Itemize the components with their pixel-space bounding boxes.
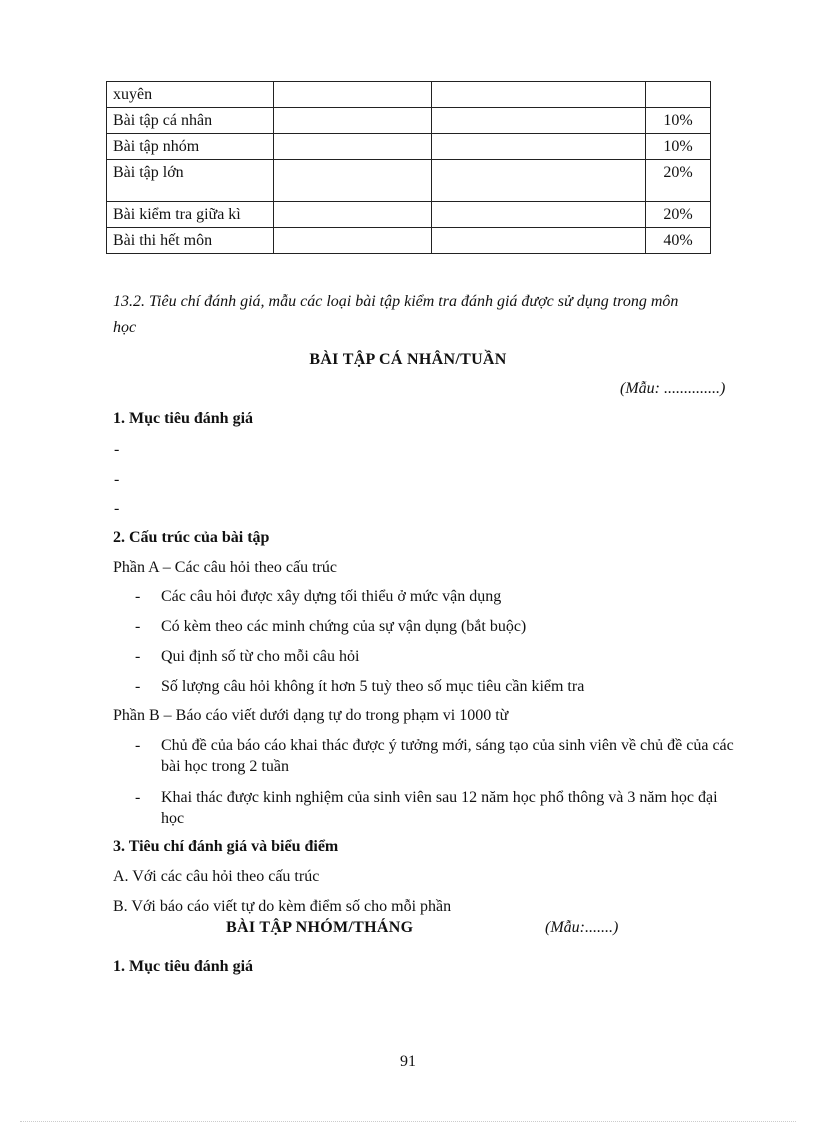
part-a-item: Có kèm theo các minh chứng của sự vận dụng (bắt buộc) [161,618,527,635]
table-row [107,228,711,254]
heading-group-objectives: 1. Mục tiêu đánh giá [113,958,254,975]
page-number: 91 [400,1053,416,1070]
part-b-item: Khai thác được kinh nghiệm của sinh viên sau 12 năm học phổ thông và 3 năm học đại học [161,789,718,827]
grade-weight-table [106,81,711,254]
table-row [107,134,711,160]
section-intro-line1: 13.2. Tiêu chí đánh giá, mẫu các loại bài tập kiểm tra đánh giá được sử dụng trong môn [113,293,679,310]
table-cell-label: Bài tập lớn [107,160,274,202]
part-a-item: Qui định số từ cho mỗi câu hỏi [161,648,360,665]
table-cell-percent: 10% [646,134,711,160]
table-row [107,108,711,134]
page-bottom-border [20,1121,796,1122]
bullet-dash: - [135,789,141,806]
criteria-line-b: B. Với báo cáo viết tự do kèm điểm số cho mỗi phần [113,898,452,915]
table-row [107,82,711,108]
section-intro-line2: học [113,319,137,336]
table-cell-label: Bài kiểm tra giữa kì [107,202,274,228]
table-cell-label: Bài thi hết môn [107,228,274,254]
bullet-dash: - [135,678,141,695]
bullet-dash: - [135,588,141,605]
part-b-heading: Phần B – Báo cáo viết dưới dạng tự do trong phạm vi 1000 từ [113,707,509,724]
table-cell-percent [646,82,711,108]
objective-dash: - [114,500,120,517]
objective-dash: - [114,441,120,458]
heading-structure: 2. Cấu trúc của bài tập [113,529,270,546]
bullet-dash: - [135,737,141,754]
bullet-dash: - [135,648,141,665]
part-b-item: Chủ đề của báo cáo khai thác được ý tưởng mới, sáng tạo của sinh viên về chủ đề của các bài học trong 2 tuần [161,737,734,775]
criteria-line-a: A. Với các câu hỏi theo cấu trúc [113,868,320,885]
part-a-heading: Phần A – Các câu hỏi theo cấu trúc [113,559,337,576]
table-cell-percent: 40% [646,228,711,254]
table-cell-label: Bài tập cá nhân [107,108,274,134]
individual-sample-label: (Mẫu: ..............) [620,380,726,397]
table-cell-percent: 20% [646,160,711,202]
table-cell-label: xuyên [107,82,274,108]
group-exercise-title: BÀI TẬP NHÓM/THÁNG [226,919,414,936]
table-cell-label: Bài tập nhóm [107,134,274,160]
part-a-item: Số lượng câu hỏi không ít hơn 5 tuỳ theo số mục tiêu cần kiểm tra [161,678,585,695]
table-row [107,202,711,228]
part-a-item: Các câu hỏi được xây dựng tối thiểu ở mức vận dụng [161,588,502,605]
heading-criteria: 3. Tiêu chí đánh giá và biểu điểm [113,838,339,855]
table-row [107,160,711,202]
group-sample-label: (Mẫu:.......) [545,919,619,936]
individual-exercise-title: BÀI TẬP CÁ NHÂN/TUẦN [309,351,507,368]
table-cell-percent: 10% [646,108,711,134]
heading-objectives: 1. Mục tiêu đánh giá [113,410,254,427]
objective-dash: - [114,471,120,488]
bullet-dash: - [135,618,141,635]
table-cell-percent: 20% [646,202,711,228]
